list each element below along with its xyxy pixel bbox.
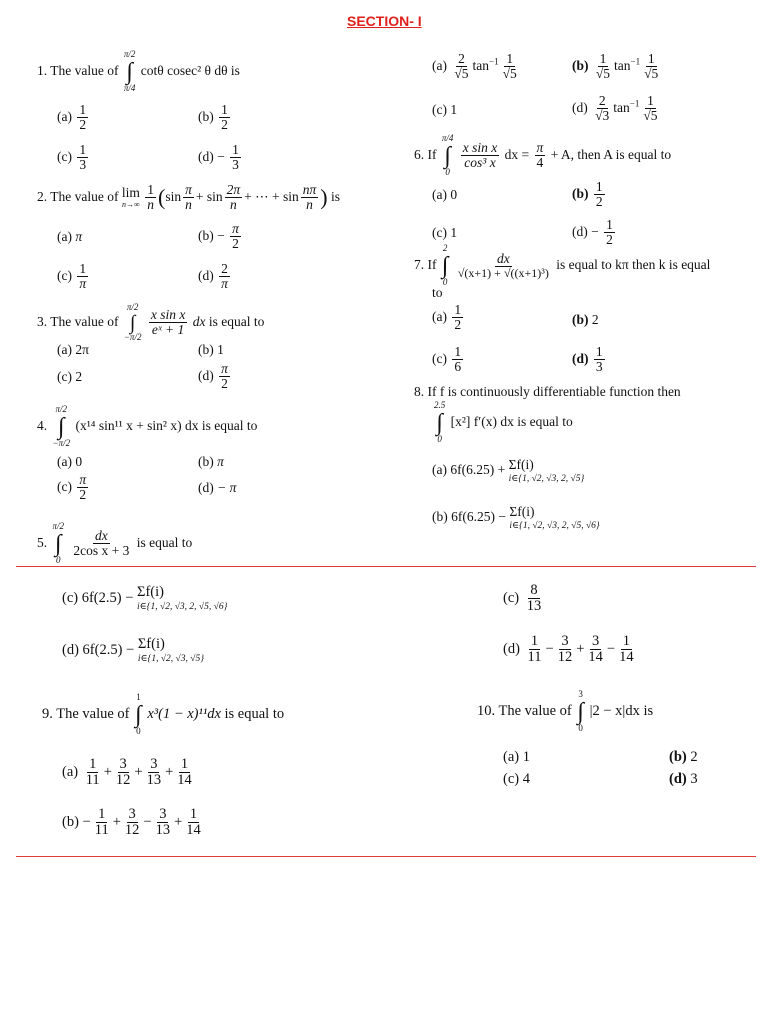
q10-stem-pre: 10. The value of <box>477 703 572 720</box>
q4-option-d[interactable] <box>198 481 236 496</box>
q7-option-b[interactable] <box>572 313 599 328</box>
q1-option-a[interactable]: (a) $\frac{1}{2}$ <box>57 102 87 133</box>
q6-option-c[interactable] <box>432 226 457 241</box>
q4-option-a[interactable] <box>57 455 82 470</box>
q8-c-index: i∈{1, √2, √3, 2, √5, √6} <box>137 601 228 612</box>
q3-upper-limit: π/2 <box>126 302 139 312</box>
option-label: (c) <box>432 102 447 117</box>
q1-integrand: cotθ cosec² θ dθ <box>140 62 228 78</box>
q7-option-d[interactable]: (d) $\frac{1}{3}$ <box>572 344 603 375</box>
q1-lower-limit: π/4 <box>123 82 136 93</box>
option-label: (d) <box>503 641 520 658</box>
q6-option-d[interactable]: (d) − $\frac{1}{2}$ <box>572 217 613 248</box>
option-label: (c) <box>57 369 72 384</box>
q4-option-c[interactable]: (c) $\frac{\pi}{2}$ <box>57 472 87 503</box>
question-6: 6. If π/4 ∫ 0 $\frac{\text{x sin x}}{\text{cos³ x}}$ dx = $\frac{\pi}{4}$ + A, then A is equal to <box>414 133 672 177</box>
q10-b-value: 2 <box>690 749 698 765</box>
option-label: (b) <box>572 57 589 73</box>
q1-option-d[interactable]: (d) − $\frac{1}{3}$ <box>198 142 239 173</box>
q7-stem-post: is equal to kπ then k is equal <box>556 256 711 272</box>
q8-option-c[interactable] <box>62 585 227 612</box>
q7-lower-limit: 0 <box>442 276 448 287</box>
question-9: 9. The value of 1 ∫ 0 x³(1 − x)¹¹dx is equal to <box>42 692 285 736</box>
option-label: (b) <box>572 312 589 327</box>
option-label: (a) <box>57 454 72 469</box>
q1-upper-limit: π/2 <box>123 49 136 59</box>
q7-b-value: 2 <box>591 312 599 327</box>
option-label: (d) <box>198 267 214 283</box>
q1-stem-pre: 1. The value of <box>37 62 119 78</box>
q5-option-b[interactable]: (b) $\frac{1}{√5}$ $\tan^{-1}$ $\frac{1}{√5}$ <box>572 51 659 82</box>
q5-option-a[interactable]: (a) $\frac{2}{√5}$ $\tan^{-1}$ $\frac{1}{√5}$ <box>432 51 517 82</box>
option-label: (b) <box>198 454 214 469</box>
q2-a-value: π <box>75 229 83 244</box>
q2-option-b[interactable]: (b) − $\frac{\pi}{2}$ <box>198 221 239 252</box>
q8-integrand: [x²] f′(x) dx is equal to <box>450 413 573 429</box>
q9-option-d[interactable]: (d) $\frac{1}{11}$ − $\frac{3}{12}$ + $\frac{3}{14}$ − $\frac{1}{14}$ <box>503 633 634 666</box>
q9-upper-limit: 1 <box>136 692 141 702</box>
q5-lower-limit: 0 <box>56 554 61 565</box>
q4-integrand: (x¹⁴ sin¹¹ x + sin² x) dx <box>75 417 199 433</box>
q8-lower-limit: 0 <box>437 433 442 444</box>
question-8: 8. If f is continuously differentiable function then <box>414 384 681 399</box>
q7-den: √(x+1) + √((x+1)³) <box>457 266 549 281</box>
q1-option-b[interactable]: (b) $\frac{1}{2}$ <box>198 102 228 133</box>
option-label: (a) <box>62 764 79 781</box>
q3-b-value: 1 <box>217 342 224 357</box>
q5-c-value: 1 <box>450 102 458 117</box>
q9-lower-limit: 0 <box>136 725 141 736</box>
q5-stem-pre: 5. <box>37 534 48 550</box>
q6-num: x sin x <box>462 140 498 156</box>
option-label: (a) <box>432 57 447 73</box>
option-label: (a) <box>57 229 72 244</box>
option-label: (d) <box>572 223 588 239</box>
q2-option-d[interactable]: (d) $\frac{2}{\pi}$ <box>198 261 228 292</box>
q8-upper-limit: 2.5 <box>434 400 446 410</box>
divider-top <box>16 566 756 567</box>
q10-stem-post: is <box>643 703 654 720</box>
q8-b-sum: Σf(i) <box>509 504 535 519</box>
q6-a-value: 0 <box>450 187 458 202</box>
question-3: 3. The value of π/2 ∫ −π/2 $\frac{\text{x sin x}}{\text{eˣ + 1}}$ dx is equal to <box>37 302 265 342</box>
q3-stem-pre: 3. The value of <box>37 313 119 329</box>
q7-num: dx <box>496 251 510 267</box>
option-label: (d) <box>669 771 687 787</box>
q8-d-index: i∈{1, √2, √3, √5} <box>137 653 205 664</box>
option-label: (c) <box>432 225 447 240</box>
q5-den: 2cos x + 3 <box>73 543 130 559</box>
q8-a-value: 6f(6.25) + <box>450 462 506 478</box>
q7-option-c[interactable]: (c) $\frac{1}{6}$ <box>432 344 462 375</box>
q3-c-value: 2 <box>75 369 83 384</box>
q4-option-b[interactable] <box>198 455 224 470</box>
q2-stem-post: is <box>330 188 340 204</box>
option-label: (c) <box>503 590 520 607</box>
q3-dx: dx <box>192 313 206 329</box>
question-7: 7. If 2 ∫ 0 $\frac{dx}{\text{√(x+1) + √((x+1)³)}}$ is equal to kπ then k is equal <box>414 243 711 287</box>
q6-eq: dx = <box>504 146 530 162</box>
option-label: (d) <box>62 642 79 659</box>
q8-option-a[interactable] <box>432 458 584 484</box>
q6-upper-limit: π/4 <box>441 133 454 143</box>
q6-den: cos³ x <box>464 155 496 171</box>
option-label: (b) <box>198 108 214 124</box>
q6-c-value: 1 <box>450 225 458 240</box>
option-label: (a) <box>503 749 520 765</box>
option-label: (d) <box>198 367 214 383</box>
q7-option-a[interactable]: (a) $\frac{1}{2}$ <box>432 302 462 333</box>
q9-option-a[interactable]: (a) $\frac{1}{11}$ + $\frac{3}{12}$ + $\frac{3}{13}$ + $\frac{1}{14}$ <box>62 756 192 789</box>
q8-integral: 2.5 ∫ 0 [x²] f′(x) dx is equal to <box>434 400 573 444</box>
q8-a-sum: Σf(i) <box>508 457 534 472</box>
option-label: (c) <box>62 590 79 607</box>
q5-stem-post: is equal to <box>136 534 193 550</box>
q3-lower-limit: −π/2 <box>123 331 142 342</box>
q9-stem-pre: 9. The value of <box>42 706 130 723</box>
option-label: (c) <box>503 771 520 787</box>
q10-option-c[interactable] <box>503 772 530 788</box>
q10-option-a[interactable] <box>503 750 530 766</box>
q3-den: eˣ + 1 <box>151 322 185 338</box>
question-1 <box>37 50 240 94</box>
q7-stem-pre: 7. If <box>414 256 437 272</box>
q4-a-value: 0 <box>75 454 83 469</box>
q5-option-d[interactable]: (d) $\frac{2}{√3}$ $\tan^{-1}$ $\frac{1}{√5}$ <box>572 93 658 124</box>
q8-b-index: i∈{1, √2, √3, 2, √5, √6} <box>509 520 600 531</box>
q6-lower-limit: 0 <box>445 166 450 177</box>
q6-stem-post: + A, then A is equal to <box>550 146 672 162</box>
question-2: 2. The value of lim n→∞ $\frac{1}{n}$ (sin $\frac{\pi}{n}$ + sin $\frac{2\pi}{n}$ + ⋯ + sin $\frac{n\pi}{n}$ ) is <box>37 182 340 213</box>
q3-a-value: 2π <box>75 342 89 357</box>
q6-option-a[interactable] <box>432 188 457 203</box>
q8-c-value: 6f(2.5) − <box>81 590 134 607</box>
q9-option-b[interactable]: (b) − $\frac{1}{11}$ + $\frac{3}{12}$ − $\frac{3}{13}$ + $\frac{1}{14}$ <box>62 806 201 839</box>
q10-option-d[interactable] <box>669 772 698 788</box>
q5-num: dx <box>95 528 108 544</box>
option-label: (a) <box>432 462 447 478</box>
q4-stem-pre: 4. <box>37 417 48 433</box>
question-10: 10. The value of 3 ∫ 0 |2 − x|dx is <box>477 689 654 733</box>
option-label: (a) <box>432 187 447 202</box>
q10-lower-limit: 0 <box>578 722 583 733</box>
q4-d-value: − π <box>217 480 237 495</box>
option-label: (c) <box>57 267 72 283</box>
q10-c-value: 4 <box>522 771 530 787</box>
q4-upper-limit: π/2 <box>55 404 68 414</box>
q2-stem-pre: 2. The value of <box>37 188 119 204</box>
q2-lim-sub: n→∞ <box>122 199 140 209</box>
q10-upper-limit: 3 <box>578 689 583 699</box>
q1-option-c[interactable]: (c) $\frac{1}{3}$ <box>57 142 87 173</box>
option-label: (d) <box>572 99 588 115</box>
question-4: 4. π/2 ∫ −π/2 (x¹⁴ sin¹¹ x + sin² x) dx is equal to <box>37 404 258 448</box>
q6-option-b[interactable]: (b) $\frac{1}{2}$ <box>572 179 603 210</box>
q8-b-value: 6f(6.25) − <box>451 509 506 525</box>
q2-lim: lim <box>121 184 140 200</box>
q10-a-value: 1 <box>522 749 530 765</box>
q9-option-c[interactable]: (c) $\frac{8}{13}$ <box>503 582 542 615</box>
q7-stem-cont: to <box>432 285 443 300</box>
option-label: (b) <box>572 185 589 201</box>
q5-upper-limit: π/2 <box>52 521 65 531</box>
q1-integral: π/2 ∫ π/4 <box>123 49 136 93</box>
q3-option-a[interactable] <box>57 343 89 358</box>
option-label: (d) <box>198 480 214 495</box>
option-label: (a) <box>57 108 72 124</box>
option-label: (b) <box>432 509 448 525</box>
q6-rhs-den: 4 <box>536 155 544 171</box>
q8-option-d[interactable] <box>62 637 204 664</box>
option-label: (b) <box>62 814 79 831</box>
option-label: (b) <box>669 749 687 765</box>
option-label: (d) <box>198 148 214 164</box>
q10-option-b[interactable] <box>669 750 698 766</box>
q8-c-sum: Σf(i) <box>137 584 164 600</box>
q4-stem-post: is equal to <box>201 417 258 433</box>
q8-d-value: 6f(2.5) − <box>82 642 135 659</box>
option-label: (b) <box>198 342 214 357</box>
q3-option-b[interactable] <box>198 343 224 358</box>
q3-num: x sin x <box>150 307 186 323</box>
q9-integrand: x³(1 − x)¹¹dx <box>147 706 221 723</box>
q4-lower-limit: −π/2 <box>52 437 71 448</box>
q3-option-c[interactable] <box>57 370 82 385</box>
q6-rhs-num: π <box>536 140 544 156</box>
q8-option-b[interactable] <box>432 505 600 531</box>
q3-stem-post: is equal to <box>208 313 265 329</box>
option-label: (c) <box>432 350 447 366</box>
q5-option-c[interactable] <box>432 103 457 118</box>
option-label: (d) <box>572 350 589 366</box>
q8-a-index: i∈{1, √2, √3, 2, √5} <box>508 473 585 484</box>
option-label: (c) <box>57 478 72 494</box>
q8-d-sum: Σf(i) <box>137 636 165 652</box>
section-title: SECTION- I <box>347 13 422 29</box>
q4-b-value: π <box>217 454 224 469</box>
q6-stem-pre: 6. If <box>414 146 437 162</box>
q9-stem-post: is equal to <box>224 706 285 723</box>
option-label: (a) <box>57 342 72 357</box>
q7-upper-limit: 2 <box>442 243 448 253</box>
question-5: 5. π/2 ∫ 0 $\frac{dx}{\text{2cos x + 3}}$ is equal to <box>37 521 193 565</box>
q3-option-d[interactable]: (d) $\frac{\pi}{2}$ <box>198 361 228 392</box>
q1-stem-post: is <box>230 62 240 78</box>
q2-option-a[interactable] <box>57 230 82 245</box>
q10-d-value: 3 <box>690 771 698 787</box>
option-label: (a) <box>432 308 447 324</box>
option-label: (c) <box>57 148 72 164</box>
q2-option-c[interactable]: (c) $\frac{1}{\pi}$ <box>57 261 87 292</box>
q10-integrand: |2 − x|dx <box>589 703 640 720</box>
option-label: (b) <box>198 227 214 243</box>
divider-bottom <box>16 856 756 857</box>
